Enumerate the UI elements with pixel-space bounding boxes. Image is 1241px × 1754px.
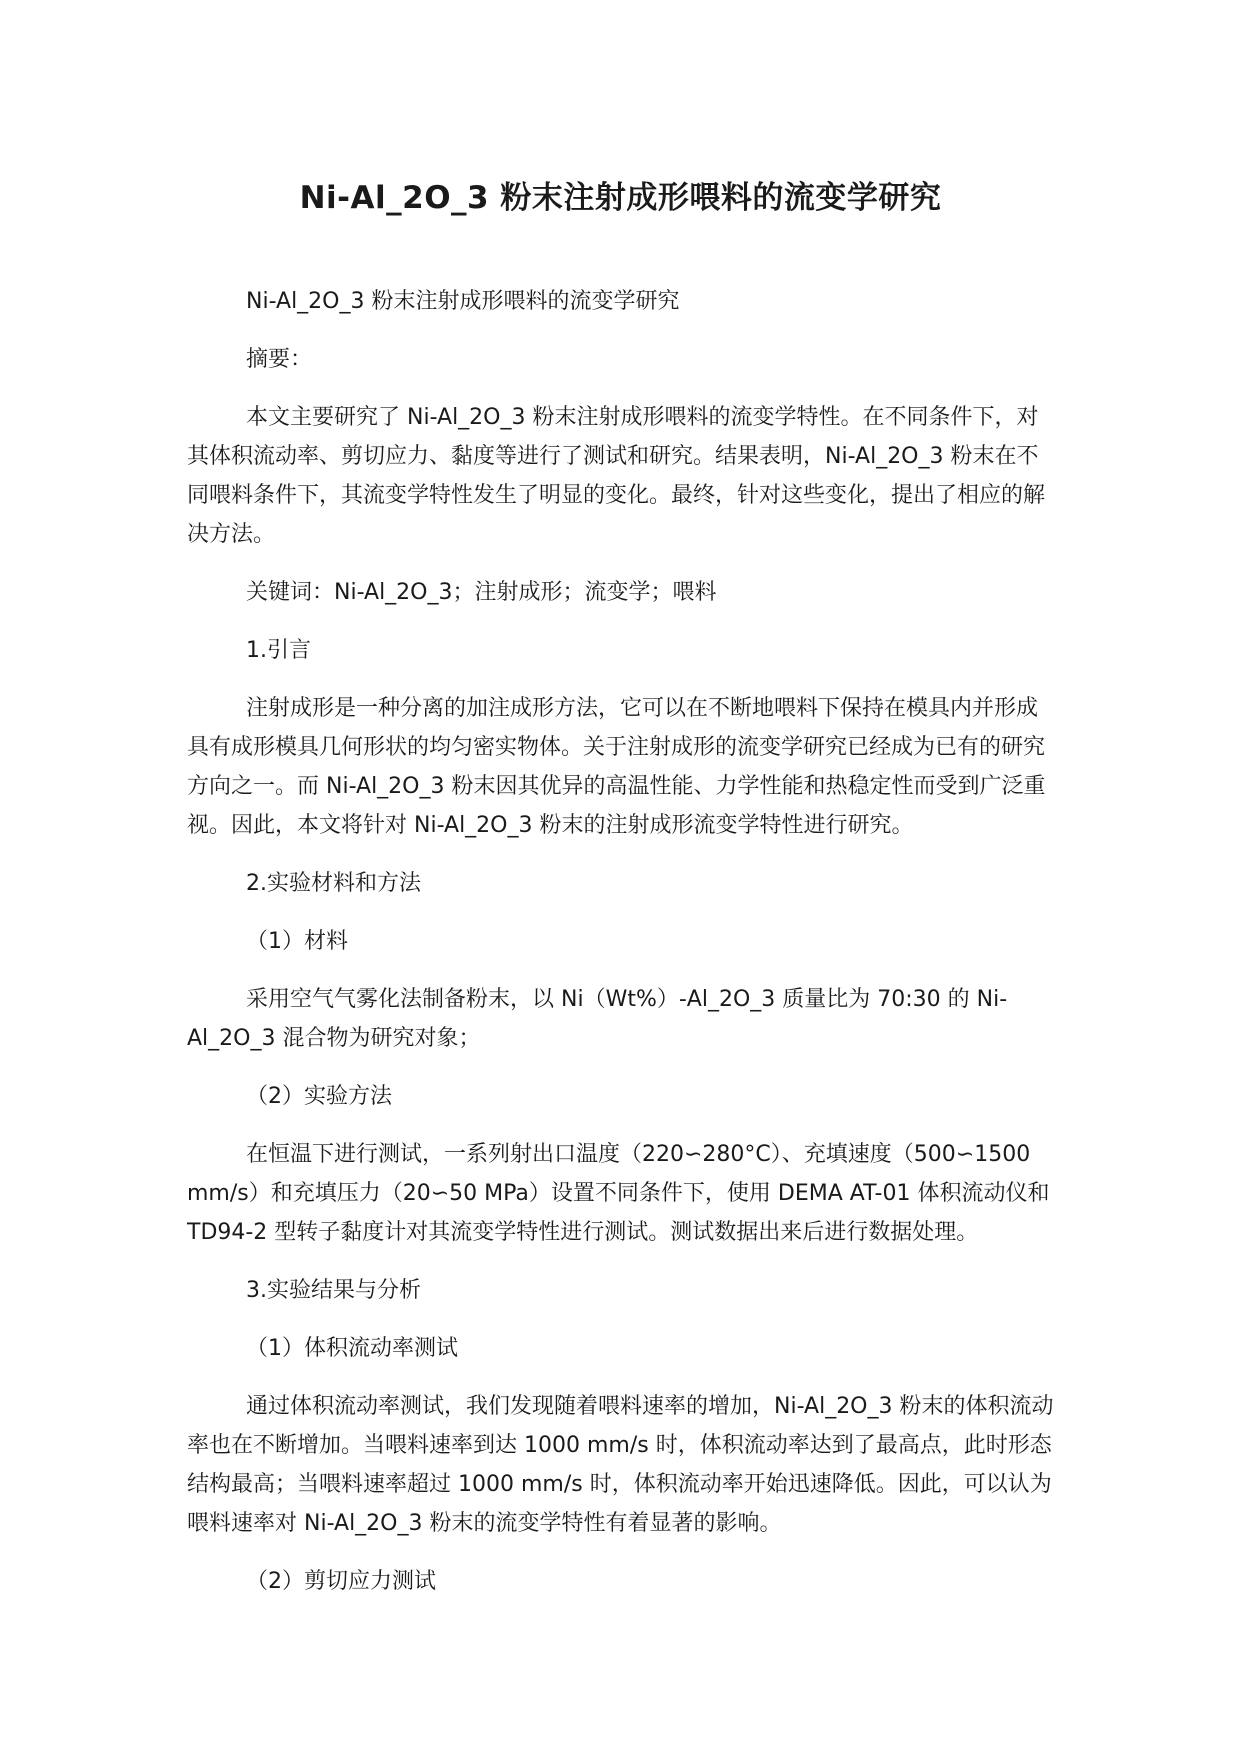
section-heading-methods: 2.实验材料和方法	[246, 871, 421, 896]
volume-flow-paragraph: 通过体积流动率测试，我们发现随着喂料速率的增加，Ni-Al_2O_3 粉末的体积流动率也在不断增加。当喂料速率到达 1000 mm/s 时，体积流动率达到了最高点，此时形态结构最高；当喂料速率超过 1000 mm/s 时，体积流动率开始迅速降低。因此，可以认为喂料速率对 Ni-Al_2O_3 粉末的流变学特性有着显著的影响。	[187, 1394, 1054, 1536]
abstract-paragraph: 本文主要研究了 Ni-Al_2O_3 粉末注射成形喂料的流变学特性。在不同条件下，对其体积流动率、剪切应力、黏度等进行了测试和研究。结果表明，Ni-Al_2O_3 粉末在不同喂料条件下，其流变学特性发生了明显的变化。最终，针对这些变化，提出了相应的解决方法。	[187, 405, 1046, 547]
keywords-paragraph: 关键词：Ni-Al_2O_3；注射成形；流变学；喂料	[246, 580, 717, 605]
section-heading-results: 3.实验结果与分析	[246, 1278, 421, 1303]
introduction-paragraph: 注射成形是一种分离的加注成形方法，它可以在不断地喂料下保持在模具内并形成具有成形模具几何形状的均匀密实物体。关于注射成形的流变学研究已经成为已有的研究方向之一。而 Ni-Al_2O_3 粉末因其优异的高温性能、力学性能和热稳定性而受到广泛重视。因此，本文将针对 Ni-Al_2O_3 粉末的注射成形流变学特性进行研究。	[187, 696, 1046, 838]
subsection-heading-shear-stress: （2）剪切应力测试	[246, 1569, 436, 1594]
subsection-heading-experimental-method: （2）实验方法	[246, 1084, 392, 1109]
section-heading-introduction: 1.引言	[246, 638, 311, 663]
experimental-method-paragraph: 在恒温下进行测试，一系列射出口温度（220∽280°C）、充填速度（500∽1500 mm/s）和充填压力（20∽50 MPa）设置不同条件下，使用 DEMA AT-01 体积流动仪和 TD94-2 型转子黏度计对其流变学特性进行测试。测试数据出来后进行数据处理。	[187, 1142, 1050, 1245]
materials-paragraph: 采用空气气雾化法制备粉末，以 Ni（Wt%）-Al_2O_3 质量比为 70:30 的 Ni-Al_2O_3 混合物为研究对象；	[187, 987, 1008, 1051]
document-title: Ni-Al_2O_3 粉末注射成形喂料的流变学研究	[299, 180, 942, 216]
subtitle-paragraph: Ni-Al_2O_3 粉末注射成形喂料的流变学研究	[246, 289, 680, 314]
abstract-heading: 摘要：	[246, 347, 313, 372]
subsection-heading-materials: （1）材料	[246, 929, 348, 954]
document-body	[187, 282, 1055, 1620]
subsection-heading-volume-flow: （1）体积流动率测试	[246, 1336, 458, 1361]
